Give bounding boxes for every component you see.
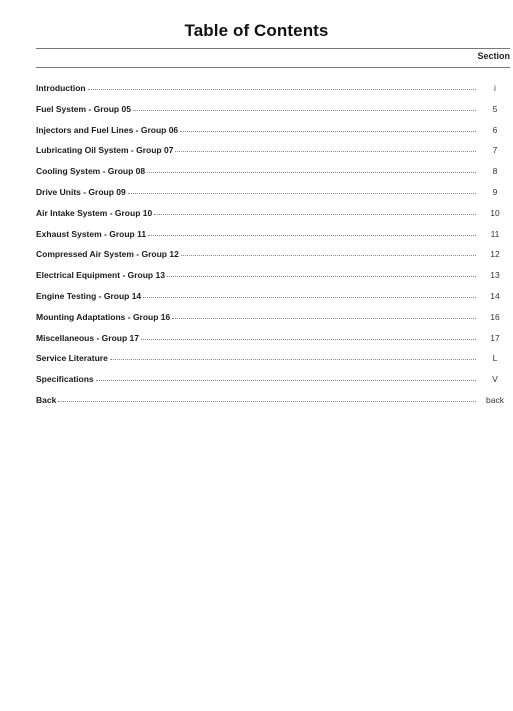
- toc-entry-title[interactable]: Exhaust System - Group 11: [36, 228, 147, 239]
- toc-entry-section[interactable]: 13: [490, 270, 500, 281]
- dot-leader: [88, 89, 476, 90]
- toc-entry-exhaust-system[interactable]: [36, 229, 510, 250]
- toc-entry-section[interactable]: 10: [490, 207, 500, 218]
- dot-leader: [128, 193, 476, 194]
- toc-entry-section[interactable]: 6: [492, 124, 498, 135]
- toc-entry-title[interactable]: Air Intake System - Group 10: [36, 207, 153, 218]
- toc-entry-title[interactable]: Fuel System - Group 05: [36, 103, 131, 114]
- toc-entry-section[interactable]: 12: [490, 249, 500, 260]
- toc-entry-title[interactable]: Drive Units - Group 09: [36, 186, 126, 197]
- toc-entry-section[interactable]: L: [492, 353, 498, 364]
- toc-entry-title[interactable]: Miscellaneous - Group 17: [36, 332, 139, 343]
- toc-entry-compressed-air-system[interactable]: [36, 249, 510, 270]
- dot-leader: [175, 151, 476, 152]
- toc-entry-title[interactable]: Service Literature: [36, 353, 108, 364]
- toc-entry-section[interactable]: back: [486, 394, 504, 405]
- toc-entry-fuel-system[interactable]: [36, 104, 510, 125]
- toc-entry-title[interactable]: Cooling System - Group 08: [36, 166, 146, 177]
- dot-leader: [154, 214, 476, 215]
- toc-entry-injectors-fuel-lines[interactable]: [36, 125, 510, 146]
- toc-entry-title[interactable]: Injectors and Fuel Lines - Group 06: [36, 124, 179, 135]
- toc-entry-title[interactable]: Electrical Equipment - Group 13: [36, 270, 165, 281]
- toc-entry-section[interactable]: V: [492, 374, 498, 385]
- toc-entry-section[interactable]: 8: [492, 166, 498, 177]
- dot-leader: [147, 172, 476, 173]
- dot-leader: [96, 380, 476, 381]
- toc-list: [36, 83, 510, 416]
- toc-entry-electrical-equipment[interactable]: [36, 270, 510, 291]
- header-rule: [36, 48, 510, 49]
- toc-entry-mounting-adaptations[interactable]: [36, 312, 510, 333]
- section-column-header: Section: [477, 51, 510, 61]
- toc-entry-service-literature[interactable]: [36, 353, 510, 374]
- toc-entry-engine-testing[interactable]: [36, 291, 510, 312]
- toc-entry-air-intake-system[interactable]: [36, 208, 510, 229]
- toc-entry-cooling-system[interactable]: [36, 166, 510, 187]
- toc-entry-title[interactable]: Compressed Air System - Group 12: [36, 249, 179, 260]
- toc-entry-introduction[interactable]: [36, 83, 510, 104]
- toc-entry-section[interactable]: 14: [490, 290, 500, 301]
- toc-entry-title[interactable]: Mounting Adaptations - Group 16: [36, 311, 171, 322]
- toc-entry-specifications[interactable]: [36, 374, 510, 395]
- toc-entry-section[interactable]: 17: [490, 332, 500, 343]
- dot-leader: [180, 131, 476, 132]
- toc-entry-title[interactable]: Specifications: [36, 374, 94, 385]
- dot-leader: [110, 359, 476, 360]
- toc-entry-section[interactable]: 9: [492, 186, 498, 197]
- dot-leader: [143, 297, 476, 298]
- toc-entry-miscellaneous[interactable]: [36, 333, 510, 354]
- toc-entry-title[interactable]: Introduction: [36, 83, 86, 93]
- dot-leader: [172, 318, 476, 319]
- page-title: Table of Contents: [184, 21, 329, 40]
- toc-entry-section[interactable]: i: [494, 83, 496, 93]
- toc-entry-section[interactable]: 16: [490, 311, 500, 322]
- toc-entry-title[interactable]: Back: [36, 394, 57, 405]
- dot-leader: [133, 110, 476, 111]
- dot-leader: [148, 235, 476, 236]
- toc-entry-lubricating-oil-system[interactable]: [36, 145, 510, 166]
- dot-leader: [58, 401, 476, 402]
- toc-entry-title[interactable]: Engine Testing - Group 14: [36, 290, 142, 301]
- subheader-rule: [36, 67, 510, 68]
- toc-entry-back[interactable]: [36, 395, 510, 416]
- toc-entry-section[interactable]: 11: [490, 228, 500, 239]
- toc-entry-drive-units[interactable]: [36, 187, 510, 208]
- dot-leader: [167, 276, 476, 277]
- dot-leader: [181, 255, 476, 256]
- toc-entry-title[interactable]: Lubricating Oil System - Group 07: [36, 145, 174, 156]
- toc-entry-section[interactable]: 5: [492, 103, 498, 114]
- dot-leader: [141, 339, 476, 340]
- toc-entry-section[interactable]: 7: [492, 145, 498, 156]
